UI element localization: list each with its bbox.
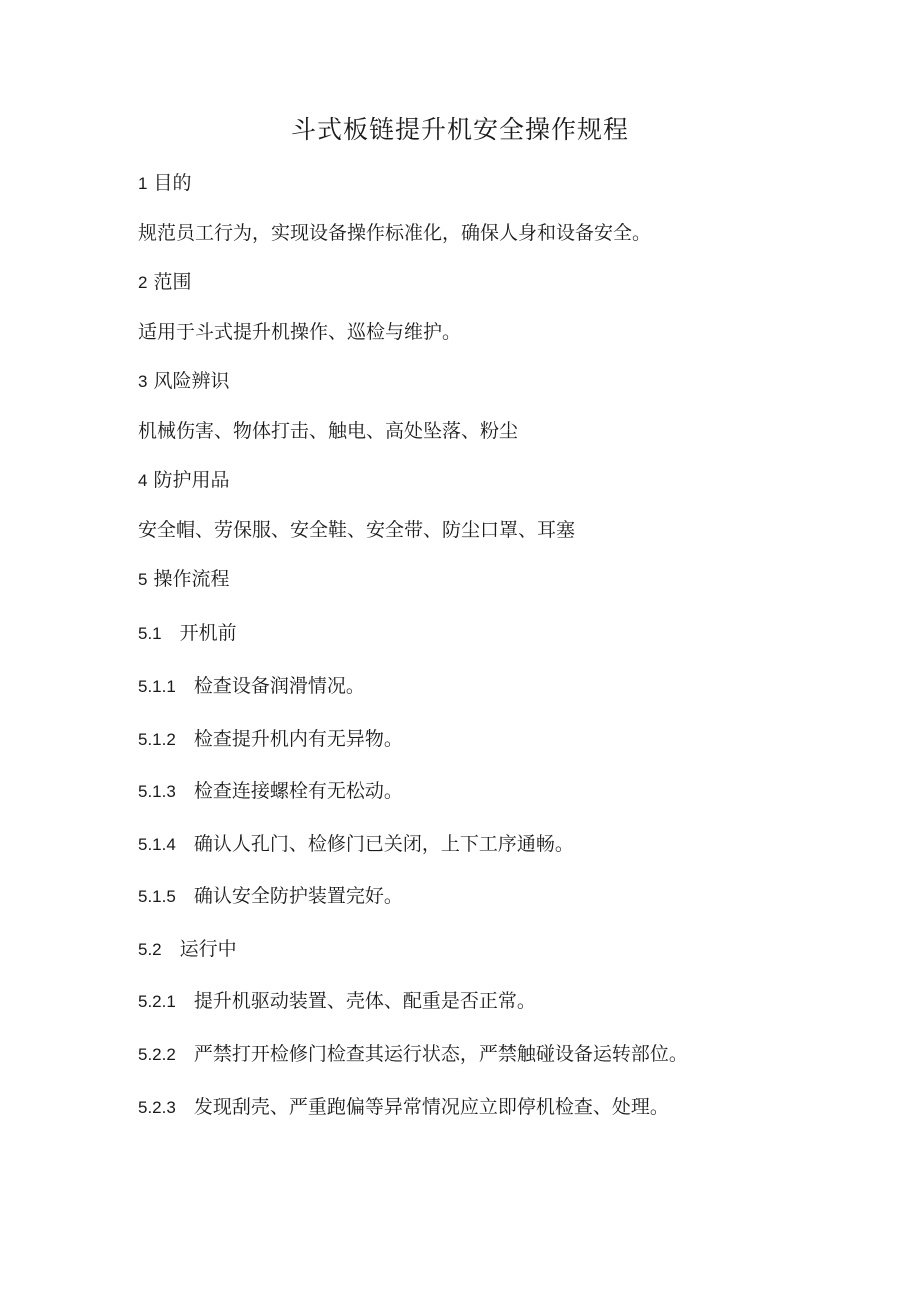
- subsection-number: 5.2.3: [138, 1098, 176, 1117]
- subsection-number: 5.2.2: [138, 1045, 176, 1064]
- section-heading-text: 范围: [153, 271, 192, 293]
- section-heading-text: 操作流程: [153, 568, 230, 590]
- section-heading: [138, 564, 229, 595]
- subsection-item: [138, 829, 574, 860]
- subsection-number: 5.1.1: [138, 677, 176, 696]
- subsection-text: 提升机驱动装置、壳体、配重是否正常。: [193, 990, 536, 1012]
- subsection-number: 5.1.4: [138, 835, 176, 854]
- subsection-item: [138, 776, 403, 807]
- section-number: 1: [138, 174, 148, 193]
- subsection-item: [138, 881, 403, 912]
- subsection-item: [138, 934, 237, 965]
- subsection-item: [138, 671, 365, 702]
- subsection-text: 发现刮壳、严重跑偏等异常情况应立即停机检查、处理。: [193, 1096, 669, 1118]
- subsection-text: 确认安全防护装置完好。: [193, 885, 403, 907]
- section-heading: [138, 465, 229, 496]
- section-heading: [138, 168, 191, 199]
- section-number: 5: [138, 570, 148, 589]
- section-body: 机械伤害、物体打击、触电、高处坠落、粉尘: [138, 420, 519, 442]
- section-number: 2: [138, 273, 148, 292]
- subsection-text: 开机前: [179, 622, 237, 644]
- subsection-text: 检查连接螺栓有无松动。: [193, 780, 403, 802]
- subsection-number: 5.2.1: [138, 992, 176, 1011]
- subsection-text: 检查设备润滑情况。: [193, 675, 365, 697]
- subsection-number: 5.1.3: [138, 782, 176, 801]
- subsection-number: 5.1.5: [138, 887, 176, 906]
- section-number: 3: [138, 372, 148, 391]
- subsection-number: 5.1.2: [138, 730, 176, 749]
- section-body: 安全帽、劳保服、安全鞋、安全带、防尘口罩、耳塞: [138, 519, 576, 541]
- subsection-text: 严禁打开检修门检查其运行状态，严禁触碰设备运转部位。: [193, 1043, 688, 1065]
- subsection-item: [138, 986, 536, 1017]
- section-heading: [138, 366, 229, 397]
- section-number: 4: [138, 471, 148, 490]
- subsection-item: [138, 724, 403, 755]
- section-heading-text: 目的: [153, 172, 192, 194]
- subsection-item: [138, 1039, 688, 1070]
- section-heading-text: 防护用品: [153, 469, 230, 491]
- subsection-text: 确认人孔门、检修门已关闭，上下工序通畅。: [193, 833, 574, 855]
- subsection-number: 5.2: [138, 940, 162, 959]
- document-title: 斗式板链提升机安全操作规程: [290, 115, 629, 144]
- subsection-number: 5.1: [138, 624, 162, 643]
- subsection-item: [138, 618, 237, 649]
- section-body: 适用于斗式提升机操作、巡检与维护。: [138, 321, 462, 343]
- subsection-item: [138, 1092, 669, 1123]
- section-heading: [138, 267, 191, 298]
- section-heading-text: 风险辨识: [153, 370, 230, 392]
- section-body: 规范员工行为，实现设备操作标准化，确保人身和设备安全。: [138, 222, 652, 244]
- subsection-text: 运行中: [179, 938, 237, 960]
- subsection-text: 检查提升机内有无异物。: [193, 728, 403, 750]
